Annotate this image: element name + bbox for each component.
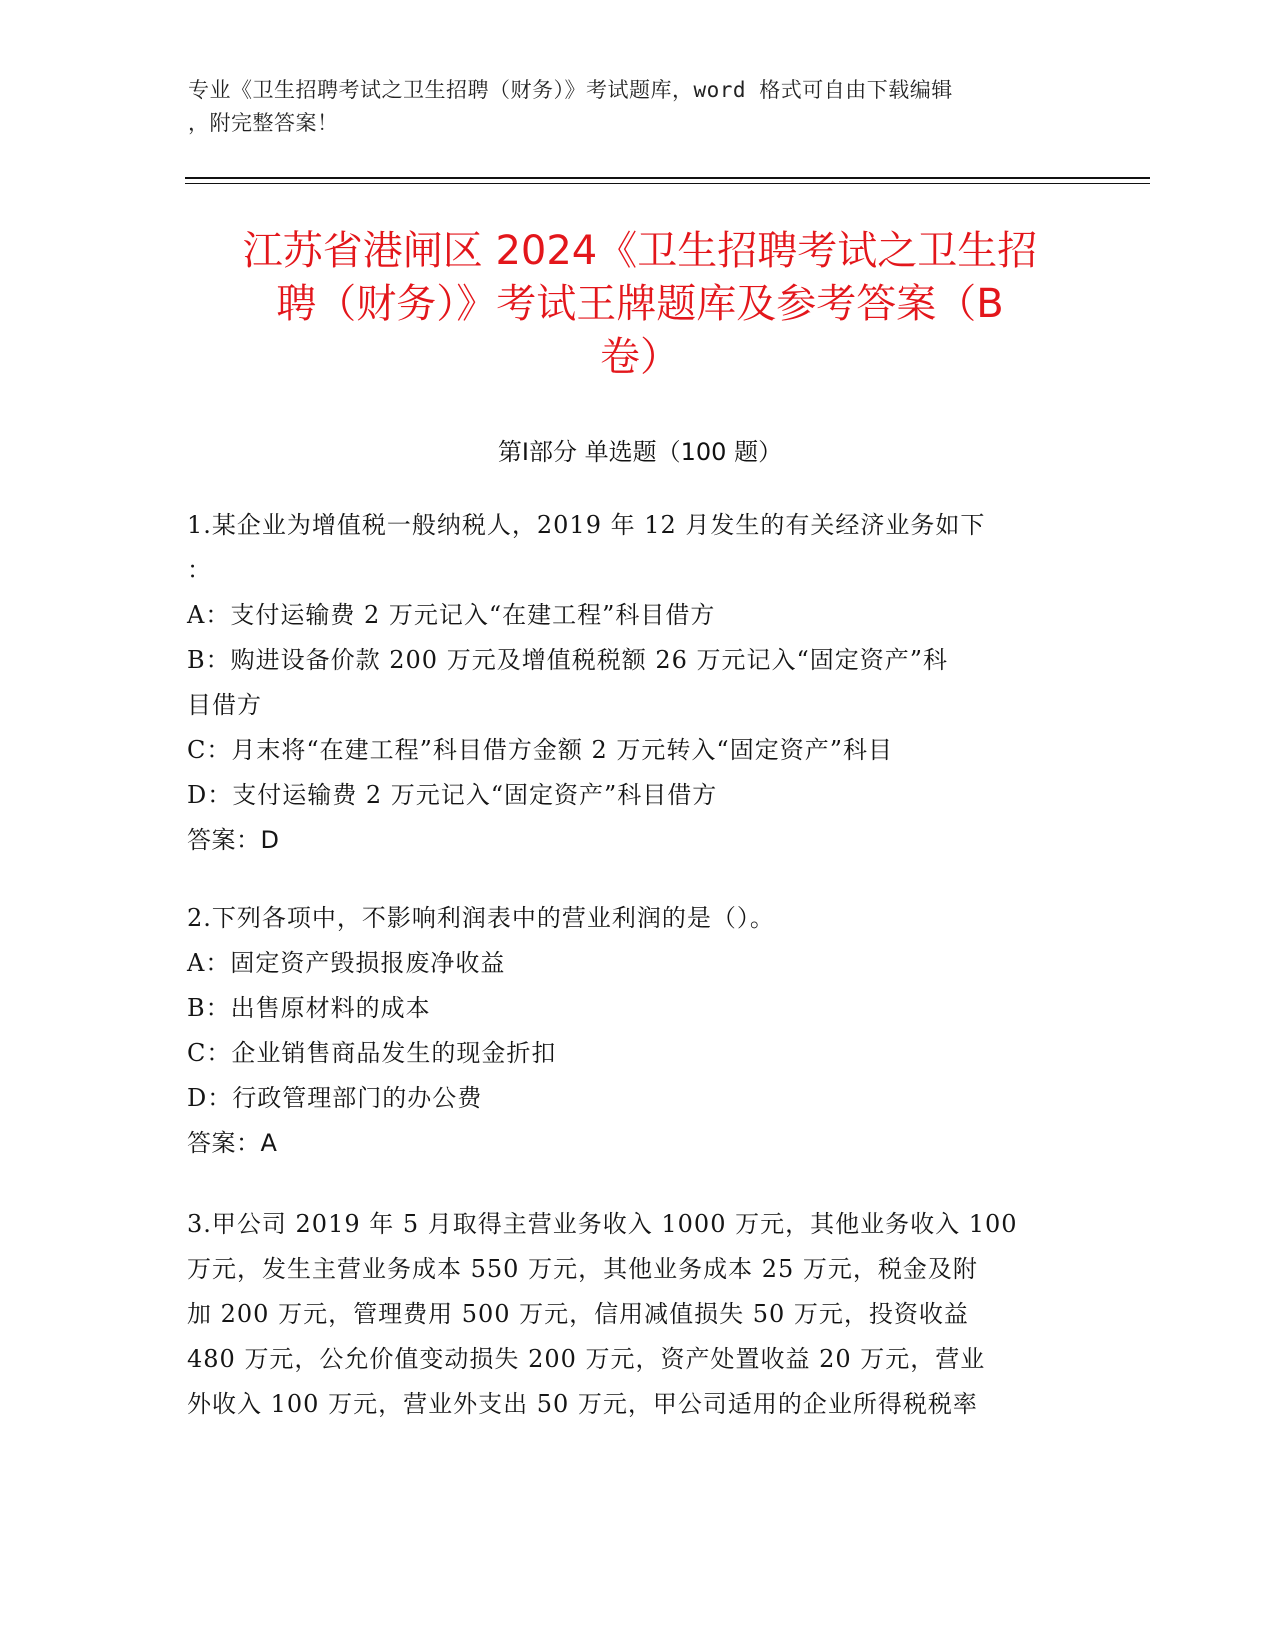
question-1 <box>187 503 1087 863</box>
question-2-option-a: A：固定资产毁损报废净收益 <box>187 949 506 977</box>
header-note-line: ，附完整答案！ <box>188 111 339 135</box>
question-1-option-c: C：月末将“在建工程”科目借方金额 2 万元转入“固定资产”科目 <box>187 736 893 764</box>
question-2-option-d: D：行政管理部门的办公费 <box>187 1084 483 1112</box>
question-1-option-b-cont: 目借方 <box>187 691 262 719</box>
document-title-line: 江苏省港闸区 2024《卫生招聘考试之卫生招 <box>242 228 1038 274</box>
question-1-option-a: A：支付运输费 2 万元记入“在建工程”科目借方 <box>187 601 716 629</box>
section-title: 第Ⅰ部分 单选题（100 题） <box>497 438 783 466</box>
question-2 <box>187 896 1087 1166</box>
question-1-answer: 答案：D <box>187 826 280 854</box>
document-title <box>180 225 1100 384</box>
question-1-option-b: B：购进设备价款 200 万元及增值税税额 26 万元记入“固定资产”科 <box>187 646 949 674</box>
header-divider <box>185 177 1150 179</box>
question-1-stem-cont: ： <box>187 556 212 584</box>
document-title-line: 卷） <box>600 334 680 380</box>
question-2-option-c: C：企业销售商品发生的现金折扣 <box>187 1039 557 1067</box>
header-divider-thin <box>185 183 1150 184</box>
question-2-option-b: B：出售原材料的成本 <box>187 994 431 1022</box>
document-title-line: 聘（财务）》考试王牌题库及参考答案（B <box>276 281 1004 327</box>
question-3-stem-cont: 万元，发生主营业务成本 550 万元，其他业务成本 25 万元，税金及附 <box>187 1255 978 1283</box>
question-2-stem: 2.下列各项中，不影响利润表中的营业利润的是（）。 <box>187 904 775 932</box>
question-1-stem: 1.某企业为增值税一般纳税人，2019 年 12 月发生的有关经济业务如下 <box>187 511 986 539</box>
question-2-answer: 答案：A <box>187 1129 278 1157</box>
question-3-stem-cont: 外收入 100 万元，营业外支出 50 万元，甲公司适用的企业所得税税率 <box>187 1390 978 1418</box>
question-3 <box>187 1202 1087 1427</box>
question-3-stem: 3.甲公司 2019 年 5 月取得主营业务收入 1000 万元，其他业务收入 100 <box>187 1210 1018 1238</box>
question-3-stem-cont: 480 万元，公允价值变动损失 200 万元，资产处置收益 20 万元，营业 <box>187 1345 986 1373</box>
question-1-option-d: D：支付运输费 2 万元记入“固定资产”科目借方 <box>187 781 718 809</box>
header-note-line: 专业《卫生招聘考试之卫生招聘（财务）》考试题库，word 格式可自由下载编辑 <box>188 78 953 102</box>
question-3-stem-cont: 加 200 万元，管理费用 500 万元，信用减值损失 50 万元，投资收益 <box>187 1300 969 1328</box>
header-note <box>188 74 1068 140</box>
